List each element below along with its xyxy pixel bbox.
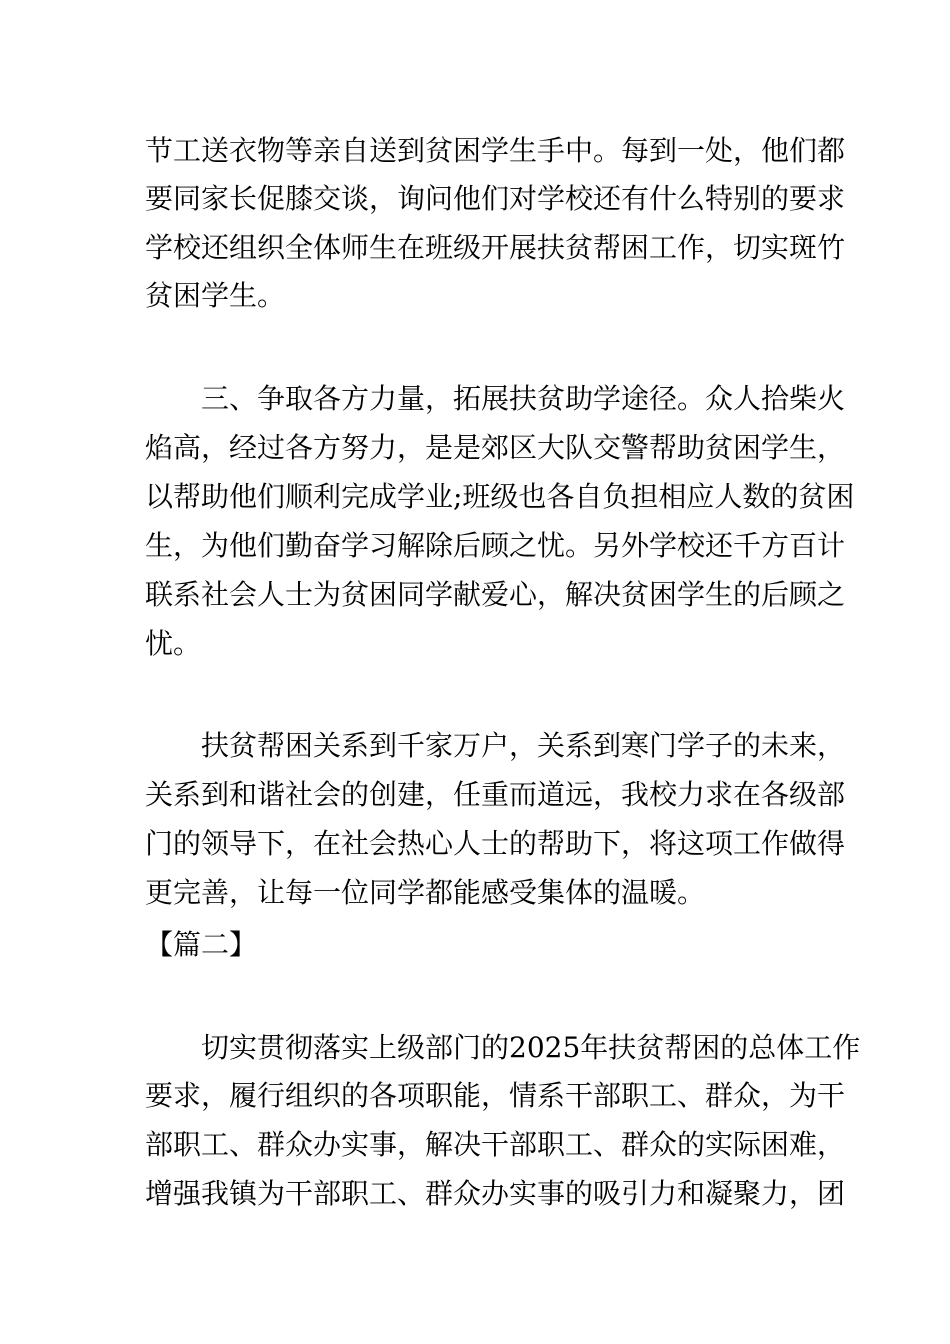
text-line: 要求，履行组织的各项职能，情系干部职工、群众，为干 [145, 1079, 846, 1112]
text-line: 要同家长促膝交谈，询问他们对学校还有什么特别的要求 [145, 182, 846, 215]
text-line: 增强我镇为干部职工、群众办实事的吸引力和凝聚力，团 [145, 1177, 846, 1210]
text-line: 联系社会人士为贫困同学献爱心，解决贫困学生的后顾之 [145, 578, 846, 611]
text-line: 更完善，让每一位同学都能感受集体的温暖。 [145, 876, 706, 909]
text-line: 节工送衣物等亲自送到贫困学生手中。每到一处，他们都 [145, 134, 846, 167]
text-line: 学校还组织全体师生在班级开展扶贫帮困工作，切实斑竹 [145, 231, 846, 264]
text-line: 生，为他们勤奋学习解除后顾之忧。另外学校还千方百计 [145, 529, 846, 562]
text-line: 以帮助他们顺利完成学业;班级也各自负担相应人数的贫困 [145, 480, 855, 513]
text-line: 贫困学生。 [145, 279, 286, 312]
text-line: 忧。 [145, 627, 202, 660]
text-line: 关系到和谐社会的创建，任重而道远，我校力求在各级部 [145, 778, 846, 811]
text-line: 部职工、群众办实事，解决干部职工、群众的实际困难， [145, 1128, 846, 1161]
text-line: 门的领导下，在社会热心人士的帮助下，将这项工作做得 [145, 827, 846, 860]
section-heading: 【篇二】 [145, 928, 258, 961]
text-line: 焰高，经过各方努力，是是郊区大队交警帮助贫困学生， [145, 431, 846, 464]
text-line: 扶贫帮困关系到千家万户，关系到寒门学子的未来， [201, 729, 846, 762]
text-line: 三、争取各方力量，拓展扶贫助学途径。众人拾柴火 [201, 382, 846, 415]
text-line: 切实贯彻落实上级部门的2025年扶贫帮困的总体工作 [201, 1031, 861, 1064]
